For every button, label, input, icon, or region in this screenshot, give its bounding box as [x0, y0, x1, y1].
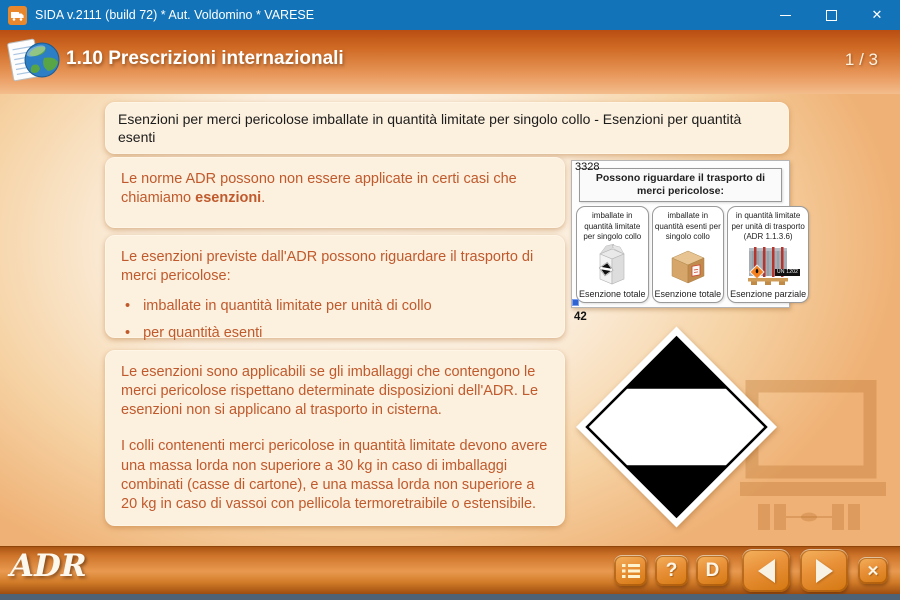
bold-term: esenzioni	[195, 190, 262, 207]
bullet-text: imballate in quantità limitate per unità di collo	[143, 298, 432, 315]
previous-page-button[interactable]	[742, 549, 790, 592]
window-titlebar	[0, 0, 900, 30]
window-close-button[interactable]: ✕	[871, 7, 883, 22]
window-title: SIDA v.2111 (build 72) * Aut. Voldomino * VARESE	[35, 8, 315, 22]
footer-buttons	[614, 547, 888, 594]
toolbar-footer	[0, 546, 900, 594]
lesson-content-area	[0, 94, 900, 546]
adr-brand-logo: ADR	[10, 548, 87, 584]
limited-quantities-mark	[576, 324, 777, 530]
bullet-list	[121, 297, 549, 343]
paragraph: Le esenzioni previste dall'ADR possono riguardare il trasporto di merci pericolose:	[121, 249, 534, 285]
figure-item-limited-quantities: imballate in quantità limitate per singolo collo Esenzione totale	[576, 206, 649, 303]
window-controls	[762, 0, 900, 30]
cardboard-box-icon	[655, 243, 722, 289]
page-indicator: 1 / 3	[844, 50, 878, 69]
bullet-icon: •	[125, 325, 131, 342]
maximize-button[interactable]	[808, 0, 854, 30]
maximize-icon	[826, 10, 837, 21]
figure-items	[576, 206, 807, 303]
white-package-lq-icon	[579, 243, 646, 289]
bullet-icon: •	[125, 298, 131, 315]
paragraph: I colli contenenti merci pericolose in quantità limitate devono avere una massa lorda non superiore a 30 kg in caso di imballaggi combinati (casse di cartone), e una massa lorda non superiore a 20 kg in caso di vassoi con pellicola termoretraibile o estensibile.	[121, 438, 548, 512]
text-box-1	[105, 157, 565, 228]
exit-button[interactable]: ✕	[858, 557, 888, 584]
figure-number: 3328	[575, 161, 600, 173]
globe-papers-icon	[6, 33, 64, 93]
list-item	[125, 324, 549, 343]
figure-item-transport-unit: in quantità limitate per unità di trasporto (ADR 1.1.3.6) UN 1202 Esenzione parziale	[727, 206, 809, 303]
paragraph: Le esenzioni sono applicabili se gli imballaggi che contengono le merci pericolose rispettano determinate disposizioni dell'ADR. Le esenzioni non si applicano al trasporto in cisterna.	[121, 364, 539, 419]
help-button[interactable]: ?	[655, 555, 688, 586]
next-page-button[interactable]	[800, 549, 848, 592]
figure-title: Possono riguardare il trasporto di merci pericolose:	[579, 168, 782, 202]
list-icon	[622, 563, 640, 579]
page-title: 1.10 Prescrizioni internazionali	[66, 48, 344, 69]
minimize-icon	[780, 15, 791, 16]
lesson-header	[0, 30, 900, 94]
figure-item-excepted-quantities: imballate in quantità esenti per singolo collo Esenzione totale	[652, 206, 725, 303]
arrow-left-icon	[758, 559, 775, 583]
minimize-button[interactable]	[762, 0, 808, 30]
pallet-load-icon	[730, 243, 806, 289]
figure-corner-icon	[572, 299, 579, 306]
paragraph: Le norme ADR possono non essere applicate in certi casi che chiamiamo esenzioni.	[121, 171, 517, 207]
bullet-text: per quantità esenti	[143, 325, 263, 342]
exemptions-figure	[571, 160, 807, 308]
app-truck-icon	[8, 6, 27, 25]
bottom-strip	[0, 594, 900, 600]
dictionary-button[interactable]: D	[696, 555, 729, 586]
text-box-2	[105, 235, 565, 342]
lesson-subtitle: Esenzioni per merci pericolose imballate in quantità limitate per singolo collo - Esenzioni per quantità esenti	[105, 102, 789, 154]
list-item	[125, 297, 549, 316]
text-box-3	[105, 350, 565, 526]
arrow-right-icon	[816, 559, 833, 583]
un-number-label: UN 1202	[777, 269, 799, 276]
index-button[interactable]	[614, 555, 647, 586]
diamond-number: 42	[574, 311, 587, 323]
